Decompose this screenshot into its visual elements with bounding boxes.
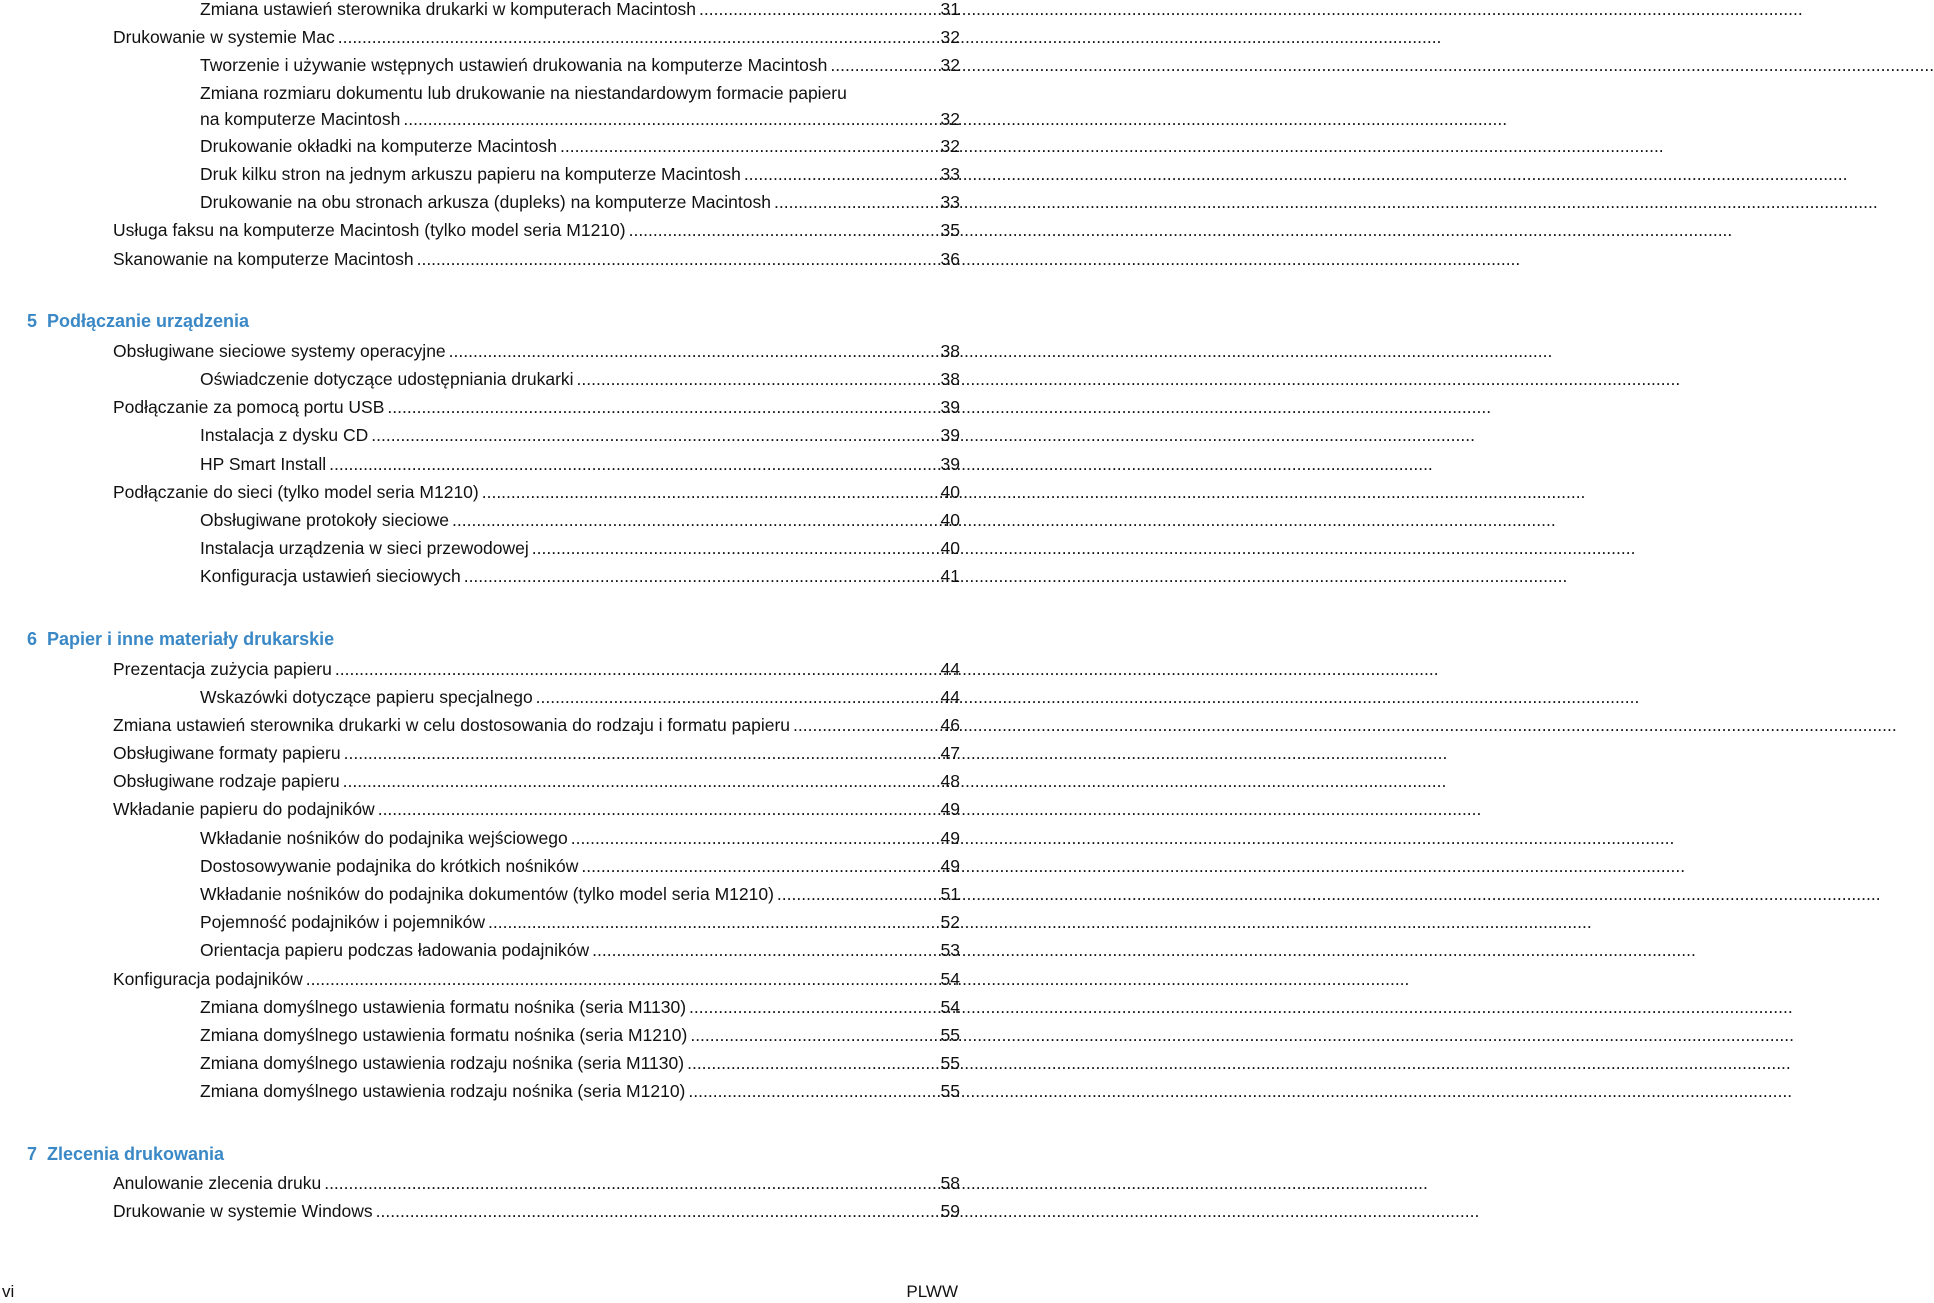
toc-entry[interactable]	[113, 966, 960, 992]
toc-page-number: 46	[940, 715, 960, 735]
toc-page-number: 41	[940, 566, 960, 586]
footer-page-number: vi	[2, 1282, 15, 1301]
toc-entry-title: Drukowanie w systemie Windows	[113, 1201, 373, 1221]
toc-entry-title: Drukowanie w systemie Mac	[113, 27, 335, 47]
toc-page-number: 51	[940, 884, 960, 904]
toc-subentry[interactable]	[200, 507, 960, 533]
toc-subentry[interactable]	[200, 825, 960, 851]
dot-leader	[384, 394, 937, 420]
toc-subentry[interactable]	[200, 684, 960, 710]
chapter-title: Podłączanie urządzenia	[47, 311, 250, 331]
dot-leader	[375, 796, 938, 822]
toc-subentry[interactable]	[200, 563, 960, 589]
chapter-title: Zlecenia drukowania	[47, 1144, 225, 1164]
footer-code: PLWW	[906, 1282, 958, 1301]
toc-subentry[interactable]	[200, 0, 960, 22]
toc-entry-title: Zmiana ustawień sterownika drukarki w celu dostosowania do rodzaju i formatu papieru	[113, 715, 791, 735]
toc-entry-title: Instalacja z dysku CD	[200, 425, 369, 445]
toc-entry-title: Zmiana domyślnego ustawienia formatu nośnika (seria M1210)	[200, 1025, 688, 1045]
dot-leader	[332, 656, 938, 682]
toc-entry[interactable]	[113, 1170, 960, 1196]
toc-entry-title: Wkładanie nośników do podajnika wejściowego	[200, 828, 568, 848]
toc-page-number: 33	[940, 192, 960, 212]
chapter-heading[interactable]	[27, 307, 249, 335]
toc-entry-title: Zmiana domyślnego ustawienia rodzaju nośnika (seria M1210)	[200, 1081, 686, 1101]
toc-subentry[interactable]	[200, 535, 960, 561]
toc-entry-title: Orientacja papieru podczas ładowania podajników	[200, 940, 590, 960]
dot-leader	[626, 217, 938, 243]
toc-subentry[interactable]	[200, 451, 960, 477]
toc-entry-title: Zmiana domyślnego ustawienia formatu nośnika (seria M1130)	[200, 997, 687, 1017]
dot-leader	[696, 0, 937, 22]
toc-page-number: 52	[940, 912, 960, 932]
toc-entry[interactable]	[113, 768, 960, 794]
toc-entry-title: Wkładanie nośników do podajnika dokumentów (tylko model seria M1210)	[200, 884, 774, 904]
toc-entry-title: Konfiguracja ustawień sieciowych	[200, 566, 461, 586]
toc-page-number: 35	[940, 220, 960, 240]
toc-page-number: 40	[940, 510, 960, 530]
toc-page-number: 49	[940, 799, 960, 819]
toc-entry-title: Anulowanie zlecenia druku	[113, 1173, 322, 1193]
dot-leader	[684, 1050, 937, 1076]
dot-leader	[771, 189, 938, 215]
dot-leader	[574, 366, 938, 392]
toc-entry-title: Druk kilku stron na jednym arkuszu papieru na komputerze Macintosh	[200, 164, 741, 184]
toc-page-number: 44	[940, 687, 960, 707]
toc-entry-title: Instalacja urządzenia w sieci przewodowej	[200, 538, 529, 558]
dot-leader	[303, 966, 938, 992]
dot-leader	[774, 881, 938, 907]
toc-subentry[interactable]	[200, 161, 960, 187]
toc-entry-title: Skanowanie na komputerze Macintosh	[113, 249, 414, 269]
toc-subentry[interactable]	[200, 994, 960, 1020]
chapter-number: 7	[27, 1144, 38, 1164]
toc-page-number: 31	[940, 0, 960, 19]
dot-leader	[414, 246, 938, 272]
toc-page-number: 40	[940, 538, 960, 558]
toc-entry-title: Konfiguracja podajników	[113, 969, 303, 989]
toc-entry-title: Drukowanie okładki na komputerze Macintosh	[200, 136, 557, 156]
toc-page-number: 49	[940, 828, 960, 848]
toc-page-number: 47	[940, 743, 960, 763]
toc-entry-title: Wskazówki dotyczące papieru specjalnego	[200, 687, 533, 707]
toc-entry[interactable]	[113, 656, 960, 682]
toc-subentry[interactable]	[200, 1078, 960, 1104]
dot-leader	[578, 853, 937, 879]
dot-leader	[449, 507, 938, 533]
toc-entry-title-continued: na komputerze Macintosh	[200, 109, 401, 129]
toc-entry-line	[200, 106, 960, 132]
toc-entry-title: Pojemność podajników i pojemników	[200, 912, 486, 932]
dot-leader	[485, 909, 938, 935]
toc-page-number: 33	[940, 164, 960, 184]
dot-leader	[827, 52, 937, 78]
dot-leader	[687, 1022, 937, 1048]
toc-page-number: 32	[940, 27, 960, 47]
toc-entry-title: Obsługiwane sieciowe systemy operacyjne	[113, 341, 446, 361]
toc-entry[interactable]	[113, 246, 960, 272]
toc-subentry[interactable]	[200, 422, 960, 448]
toc-subentry[interactable]	[200, 133, 960, 159]
toc-subentry[interactable]	[200, 366, 960, 392]
toc-subentry[interactable]	[200, 909, 960, 935]
toc-entry[interactable]	[113, 479, 960, 505]
toc-page-number: 49	[940, 856, 960, 876]
dot-leader	[589, 937, 937, 963]
chapter-number: 6	[27, 629, 38, 649]
dot-leader	[335, 24, 938, 50]
dot-leader	[557, 133, 938, 159]
toc-page-number: 40	[940, 482, 960, 502]
toc-entry-title: Zmiana domyślnego ustawienia rodzaju nośnika (seria M1130)	[200, 1053, 685, 1073]
toc-entry-title: Prezentacja zużycia papieru	[113, 659, 332, 679]
toc-page-number: 32	[940, 109, 960, 129]
dot-leader	[741, 161, 938, 187]
dot-leader	[373, 1198, 938, 1224]
toc-page-number: 48	[940, 771, 960, 791]
toc-subentry[interactable]	[200, 937, 960, 963]
toc-page-number: 36	[940, 249, 960, 269]
toc-page-number: 58	[940, 1173, 960, 1193]
toc-page-number: 55	[940, 1081, 960, 1101]
dot-leader	[340, 768, 938, 794]
toc-entry[interactable]	[113, 712, 960, 738]
toc-page-number: 39	[940, 454, 960, 474]
toc-entry-title: Obsługiwane rodzaje papieru	[113, 771, 340, 791]
toc-page-number: 44	[940, 659, 960, 679]
dot-leader	[341, 740, 938, 766]
toc-subentry[interactable]	[200, 881, 960, 907]
toc-entry-title: Obsługiwane formaty papieru	[113, 743, 341, 763]
toc-entry[interactable]	[113, 394, 960, 420]
toc-entry[interactable]	[113, 796, 960, 822]
dot-leader	[686, 994, 938, 1020]
dot-leader	[461, 563, 938, 589]
dot-leader	[446, 338, 938, 364]
dot-leader	[568, 825, 938, 851]
toc-entry-title: Dostosowywanie podajnika do krótkich nośników	[200, 856, 579, 876]
toc-page-number: 55	[940, 1025, 960, 1045]
toc-page-number: 54	[940, 997, 960, 1017]
toc-page-number: 59	[940, 1201, 960, 1221]
chapter-title: Papier i inne materiały drukarskie	[47, 629, 335, 649]
chapter-number: 5	[27, 311, 38, 331]
toc-subentry[interactable]	[200, 80, 960, 132]
toc-entry-title: Usługa faksu na komputerze Macintosh (tylko model seria M1210)	[113, 220, 626, 240]
dot-leader	[321, 1170, 937, 1196]
toc-page-number: 38	[940, 369, 960, 389]
toc-subentry[interactable]	[200, 1022, 960, 1048]
toc-entry-title: Zmiana ustawień sterownika drukarki w komputerach Macintosh	[200, 0, 697, 19]
dot-leader	[790, 712, 938, 738]
toc-entry[interactable]	[113, 1198, 960, 1224]
dot-leader	[400, 106, 937, 132]
chapter-heading[interactable]	[27, 625, 334, 653]
toc-page-number: 32	[940, 136, 960, 156]
toc-page-number: 54	[940, 969, 960, 989]
toc-entry[interactable]	[113, 24, 960, 50]
dot-leader	[529, 535, 938, 561]
toc-entry[interactable]	[113, 338, 960, 364]
toc-entry-title: Tworzenie i używanie wstępnych ustawień drukowania na komputerze Macintosh	[200, 55, 828, 75]
dot-leader	[368, 422, 937, 448]
dot-leader	[685, 1078, 937, 1104]
toc-page-number: 32	[940, 55, 960, 75]
chapter-heading[interactable]	[27, 1140, 224, 1168]
toc-entry-title: Zmiana rozmiaru dokumentu lub drukowanie na niestandardowym formacie papieru	[200, 83, 847, 103]
toc-entry[interactable]	[113, 740, 960, 766]
dot-leader	[533, 684, 938, 710]
toc-entry-title: Oświadczenie dotyczące udostępniania drukarki	[200, 369, 574, 389]
toc-subentry[interactable]	[200, 1050, 960, 1076]
toc-subentry[interactable]	[200, 189, 960, 215]
toc-subentry[interactable]	[200, 52, 960, 78]
dot-leader	[326, 451, 937, 477]
toc-entry[interactable]	[113, 217, 960, 243]
toc-page-number: 38	[940, 341, 960, 361]
toc-page-number: 55	[940, 1053, 960, 1073]
toc-entry-title: Wkładanie papieru do podajników	[113, 799, 375, 819]
toc-entry-title: Podłączanie za pomocą portu USB	[113, 397, 385, 417]
toc-entry-title: Podłączanie do sieci (tylko model seria M1210)	[113, 482, 479, 502]
toc-entry-title: Drukowanie na obu stronach arkusza (dupleks) na komputerze Macintosh	[200, 192, 771, 212]
toc-page-number: 39	[940, 425, 960, 445]
toc-entry-title: Obsługiwane protokoły sieciowe	[200, 510, 450, 530]
dot-leader	[479, 479, 938, 505]
toc-subentry[interactable]	[200, 853, 960, 879]
toc-page-number: 53	[940, 940, 960, 960]
toc-entry-title: HP Smart Install	[200, 454, 327, 474]
toc-page-number: 39	[940, 397, 960, 417]
